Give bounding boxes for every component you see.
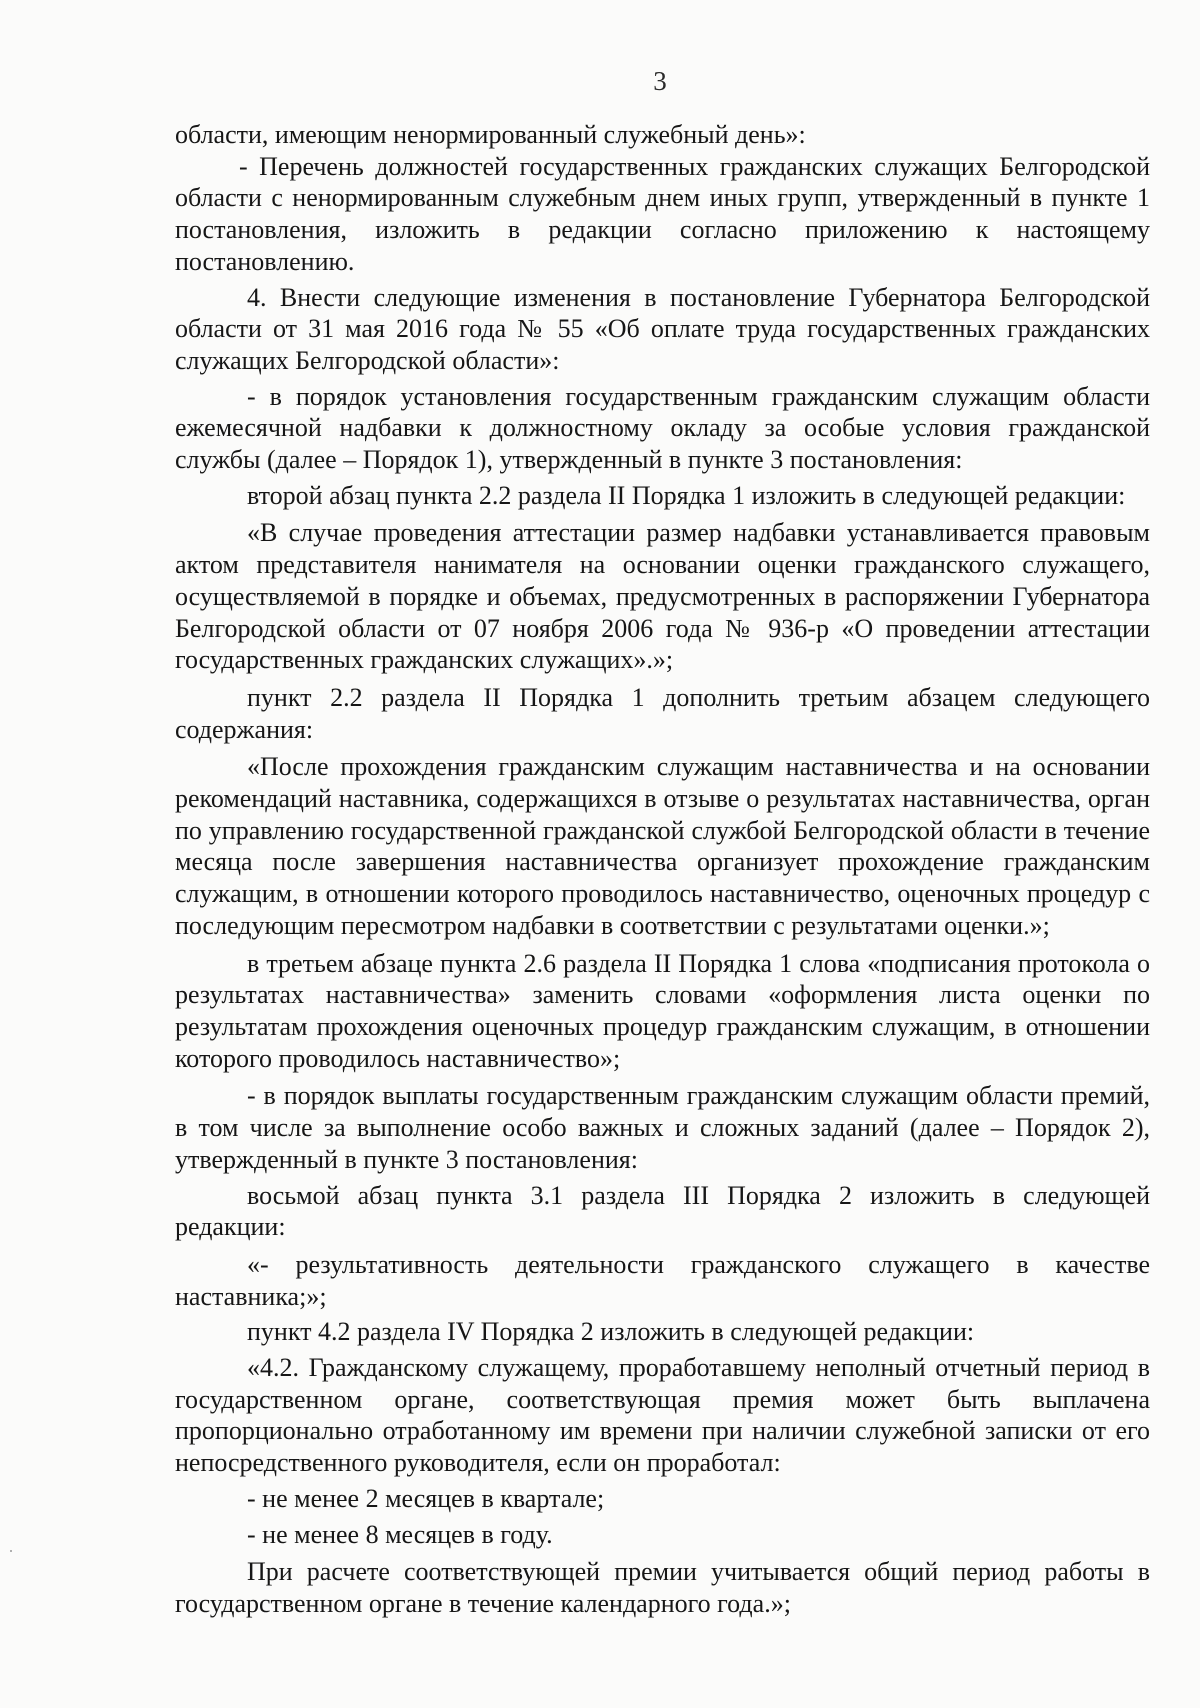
paragraph: При расчете соответствующей премии учитывается общий период работы в государственном органе в течение календарного года.»; <box>175 1557 1150 1618</box>
paragraph: «4.2. Гражданскому служащему, проработавшему неполный отчетный период в государственном органе, соответствующая премия может быть выплачена пропорционально отработанному им времени при наличии служебной записки от его непосредственного руководителя, если он проработал: <box>175 1353 1150 1478</box>
paragraph: - в порядок выплаты государственным гражданским служащим области премий, в том числе за выполнение особо важных и сложных заданий (далее – Порядок 2), утвержденный в пункте 3 постановления: <box>175 1081 1150 1174</box>
paragraph: второй абзац пункта 2.2 раздела II Порядка 1 изложить в следующей редакции: <box>247 480 1126 510</box>
scan-speck <box>10 1550 12 1552</box>
paragraph: - не менее 2 месяцев в квартале; <box>247 1483 605 1513</box>
paragraph: пункт 4.2 раздела IV Порядка 2 изложить в следующей редакции: <box>247 1317 975 1347</box>
paragraph: «После прохождения гражданским служащим наставничества и на основании рекомендаций наставника, содержащихся в отзыве о результатах наставничества, орган по управлению государственной гражданской службой Белгородской области в течение месяца после завершения наставничества организует прохождение гражданским служащим, в отношении которого проводилось наставничество, оценочных процедур с последующим пересмотром надбавки в соответствии с результатами оценки.»; <box>175 752 1150 940</box>
paragraph: - Перечень должностей государственных гражданских служащих Белгородской области с ненормированным служебным днем иных групп, утвержденный в пункте 1 постановления, изложить в редакции согласно приложению к настоящему постановлению. <box>175 151 1150 276</box>
paragraph: восьмой абзац пункта 3.1 раздела III Порядка 2 изложить в следующей редакции: <box>175 1180 1150 1242</box>
paragraph: - не менее 8 месяцев в году. <box>247 1519 553 1549</box>
page-number: 3 <box>653 66 667 96</box>
paragraph: - в порядок установления государственным гражданским служащим области ежемесячной надбавки к должностному окладу за особые условия гражданской службы (далее – Порядок 1), утвержденный в пункте 3 постановления: <box>175 381 1150 475</box>
paragraph: пункт 2.2 раздела II Порядка 1 дополнить третьим абзацем следующего содержания: <box>175 682 1150 744</box>
paragraph: «- результативность деятельности гражданского служащего в качестве наставника;»; <box>175 1249 1150 1311</box>
paragraph: в третьем абзаце пункта 2.6 раздела II Порядка 1 слова «подписания протокола о результатах наставничества» заменить словами «оформления листа оценки по результатам прохождения оценочных процедур гражданским служащим, в отношении которого проводилось наставничество»; <box>175 948 1150 1073</box>
paragraph: «В случае проведения аттестации размер надбавки устанавливается правовым актом представителя нанимателя на основании оценки гражданского служащего, осуществляемой в порядке и объемах, предусмотренных в распоряжении Губернатора Белгородской области от 07 ноября 2006 года № 936-р «О проведении аттестации государственных гражданских служащих».»; <box>175 518 1150 675</box>
document-body <box>175 119 1150 1620</box>
paragraph: 4. Внести следующие изменения в постановление Губернатора Белгородской области от 31 мая 2016 года № 55 «Об оплате труда государственных гражданских служащих Белгородской области»: <box>175 282 1150 375</box>
paragraph: области, имеющим ненормированный служебный день»: <box>175 120 806 149</box>
